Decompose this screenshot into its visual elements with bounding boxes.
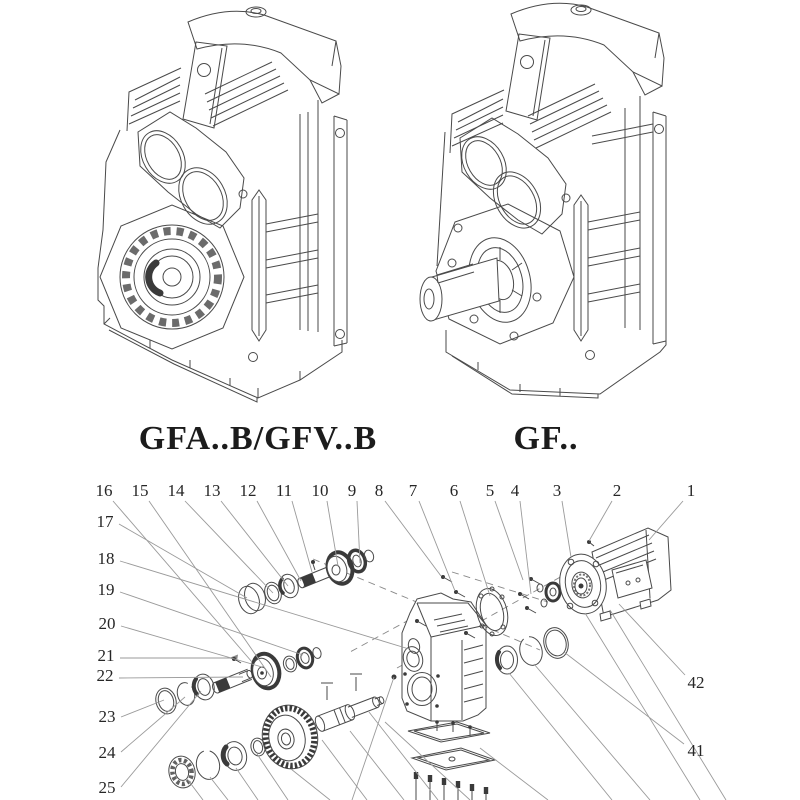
model-label-right: GF.. <box>513 420 579 457</box>
leader-line-2 <box>589 501 612 541</box>
callout-25: 25 <box>98 777 116 797</box>
housing-body <box>401 593 486 721</box>
input-shaft-assembly <box>235 548 375 616</box>
callout-5: 5 <box>485 480 495 500</box>
leader-line-18 <box>120 561 409 649</box>
motor <box>555 528 671 621</box>
leader-line-20 <box>121 626 262 667</box>
leader-line-22 <box>119 677 243 678</box>
leader-line-5 <box>495 501 523 580</box>
leader-line-24 <box>121 697 185 752</box>
callout-3: 3 <box>552 480 562 500</box>
leader-line-3 <box>562 501 571 557</box>
leader-line-19 <box>120 592 303 655</box>
callout-24: 24 <box>98 742 116 762</box>
leader-line-42 <box>619 604 685 675</box>
callout-8: 8 <box>374 480 384 500</box>
gearbox-drawing-gfab <box>98 7 347 402</box>
callout-16: 16 <box>95 480 113 500</box>
callout-42: 42 <box>687 672 705 692</box>
callout-20: 20 <box>98 613 116 633</box>
cover-bolts <box>414 772 488 800</box>
leader-line-23 <box>121 700 164 717</box>
callout-1: 1 <box>686 480 696 500</box>
callout-23: 23 <box>98 706 116 726</box>
leader-line-9 <box>357 501 360 563</box>
exploded-view <box>96 481 727 800</box>
callout-22: 22 <box>96 665 114 685</box>
callout-14: 14 <box>167 480 185 500</box>
callout-11: 11 <box>275 480 293 500</box>
leader-line-14 <box>185 501 273 593</box>
leader-line-8 <box>385 501 441 576</box>
gearbox-drawing-gf <box>420 3 666 398</box>
callout-17: 17 <box>96 511 114 531</box>
callout-21: 21 <box>97 645 115 665</box>
callout-13: 13 <box>203 480 221 500</box>
leader-line-4 <box>520 501 531 594</box>
leader-line-12 <box>257 501 301 581</box>
leader-line-41 <box>564 652 684 744</box>
leader-line-1 <box>649 501 683 540</box>
leader-line-17 <box>119 524 247 598</box>
callout-18: 18 <box>97 548 115 568</box>
leader-line-11 <box>292 501 312 572</box>
exploded-callouts <box>96 481 705 797</box>
callout-10: 10 <box>311 480 329 500</box>
callout-12: 12 <box>239 480 257 500</box>
leader-line-7 <box>419 501 455 591</box>
callout-9: 9 <box>347 480 357 500</box>
callout-7: 7 <box>408 480 418 500</box>
callout-6: 6 <box>449 480 459 500</box>
callout-41: 41 <box>687 740 705 760</box>
leader-line-16 <box>113 501 252 662</box>
model-label-left: GFA..B/GFV..B <box>138 420 378 457</box>
callout-2: 2 <box>612 480 622 500</box>
callout-15: 15 <box>131 480 149 500</box>
callout-4: 4 <box>510 480 520 500</box>
leader-line-6 <box>460 501 490 596</box>
callout-19: 19 <box>97 579 115 599</box>
